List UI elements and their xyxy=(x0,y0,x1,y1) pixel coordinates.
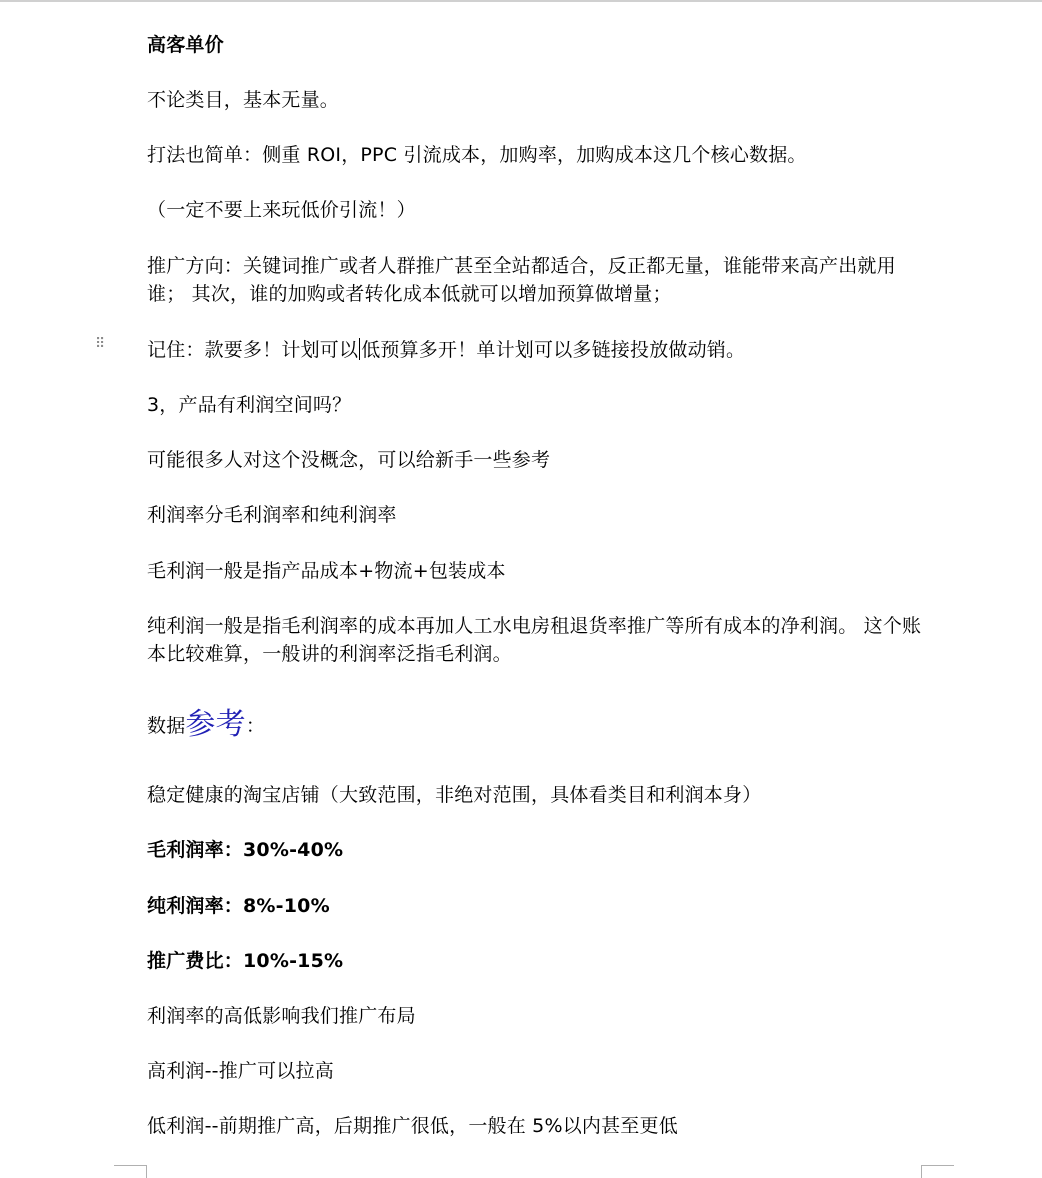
section-heading: 3，产品有利润空间吗？ xyxy=(147,394,352,416)
margin-corner-mark xyxy=(146,1165,147,1178)
paragraph: 低利润--前期推广高，后期推广很低，一般在 5%以内甚至更低 xyxy=(147,1115,678,1137)
page-top-border xyxy=(0,0,1042,2)
paragraph: 打法也简单：侧重 ROI，PPC 引流成本，加购率，加购成本这几个核心数据。 xyxy=(147,144,807,166)
paragraph-with-cursor xyxy=(147,336,927,364)
margin-corner-mark xyxy=(114,1165,147,1166)
paragraph: 可能很多人对这个没概念，可以给新手一些参考 xyxy=(147,449,551,471)
gross-margin-line: 毛利润率：30%-40% xyxy=(147,839,344,861)
text-segment: 记住：款要多！计划可以 xyxy=(147,339,359,361)
paragraph: 利润率分毛利润率和纯利润率 xyxy=(147,504,397,526)
margin-corner-mark xyxy=(921,1165,954,1166)
heading-high-price: 高客单价 xyxy=(147,34,224,56)
text-segment: ： xyxy=(245,715,266,737)
paragraph: 高利润--推广可以拉高 xyxy=(147,1060,334,1082)
text-segment: 低预算多开！单计划可以多链接投放做动销。 xyxy=(361,339,746,361)
paragraph: 纯利润一般是指毛利润率的成本再加人工水电房租退货率推广等所有成本的净利润。 这个账本比较难算，一般讲的利润率泛指毛利润。 xyxy=(147,615,922,665)
drag-handle-icon[interactable]: ⠿ xyxy=(95,336,105,352)
paragraph: 利润率的高低影响我们推广布局 xyxy=(147,1005,416,1027)
paragraph: （一定不要上来玩低价引流！） xyxy=(147,199,416,221)
paragraph: 毛利润一般是指产品成本+物流+包装成本 xyxy=(147,560,506,582)
promotion-ratio-line: 推广费比：10%-15% xyxy=(147,950,344,972)
paragraph: 不论类目，基本无量。 xyxy=(147,89,340,111)
text-segment: 数据 xyxy=(147,715,186,737)
margin-corner-mark xyxy=(921,1165,922,1178)
net-margin-line: 纯利润率：8%-10% xyxy=(147,895,330,917)
paragraph: 推广方向：关键词推广或者人群推广甚至全站都适合，反正都无量，谁能带来高产出就用谁； 其次，谁的加购或者转化成本低就可以增加预算做增量； xyxy=(147,255,896,305)
large-blue-text: 参考 xyxy=(185,707,246,742)
data-reference-heading xyxy=(147,708,927,743)
paragraph: 稳定健康的淘宝店铺（大致范围，非绝对范围，具体看类目和利润本身） xyxy=(147,784,762,806)
